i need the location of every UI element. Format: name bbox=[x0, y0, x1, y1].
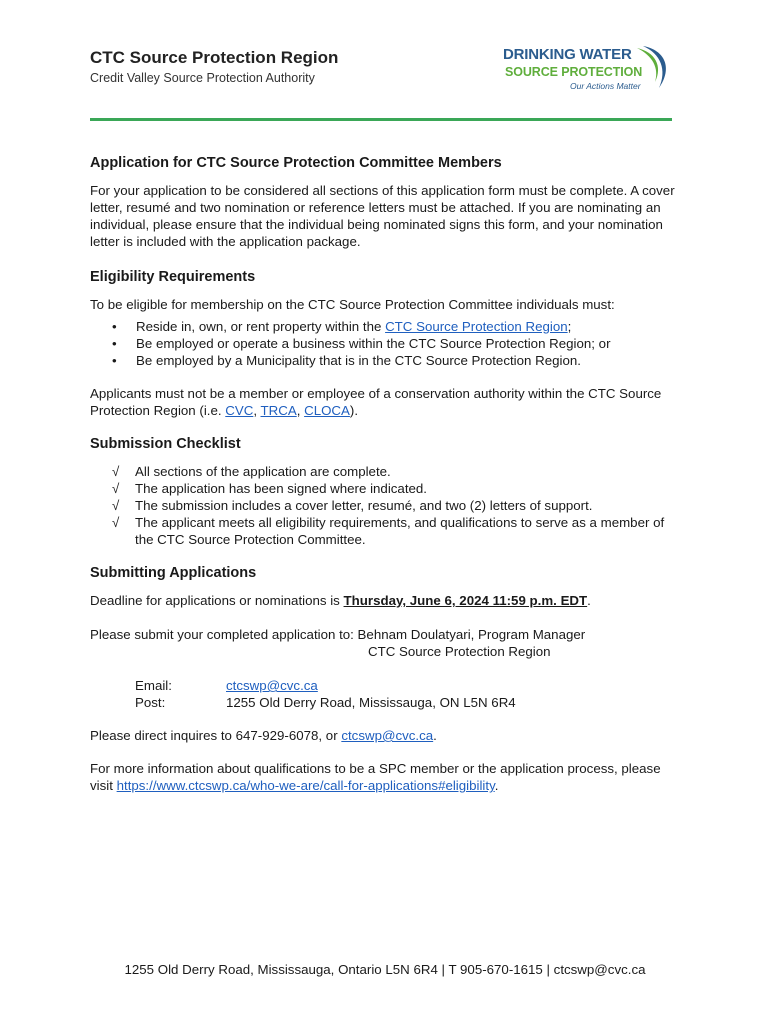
region-title: CTC Source Protection Region bbox=[90, 48, 339, 67]
email-row bbox=[135, 677, 680, 694]
checkmark-icon: √ bbox=[112, 481, 120, 496]
list-item bbox=[90, 335, 680, 352]
checklist-section bbox=[90, 436, 680, 548]
list-item bbox=[90, 514, 680, 548]
list-item bbox=[90, 480, 680, 497]
deadline-line bbox=[90, 592, 680, 609]
item-text: Be employed by a Municipality that is in the CTC Source Protection Region. bbox=[136, 353, 581, 368]
inquire-line bbox=[90, 727, 680, 744]
logo-tagline: Our Actions Matter bbox=[570, 81, 641, 91]
checkmark-icon: √ bbox=[112, 515, 120, 530]
application-intro: For your application to be considered all sections of this application form must be complete. A cover letter, resumé and two nomination or reference letters must be attached. If you are nominating an individual, please ensure that the individual being nominated signs this form, and your nomination letter is included with the application package. bbox=[90, 183, 675, 249]
bullet-icon: • bbox=[112, 353, 117, 368]
checklist-item-text: All sections of the application are complete. bbox=[135, 464, 391, 479]
submit-to-block bbox=[90, 626, 680, 660]
checklist-item-text: The applicant meets all eligibility requirements, and qualifications to serve as a member of the CTC Source Protection Committee. bbox=[135, 515, 665, 547]
cloca-link[interactable]: CLOCA bbox=[304, 403, 350, 418]
eligibility-lead: To be eligible for membership on the CTC Source Protection Committee individuals must: bbox=[90, 297, 615, 312]
note-sep: , bbox=[253, 403, 261, 418]
submitting-heading: Submitting Applications bbox=[90, 565, 257, 581]
post-label: Post: bbox=[135, 695, 166, 710]
bullet-icon: • bbox=[112, 336, 117, 351]
checklist-item-text: The submission includes a cover letter, resumé, and two (2) letters of support. bbox=[135, 498, 593, 513]
email-label: Email: bbox=[135, 678, 172, 693]
bullet-icon: • bbox=[112, 319, 117, 334]
more-info-text: . bbox=[494, 778, 499, 793]
eligibility-url-link[interactable]: https://www.ctcswp.ca/who-we-are/call-for-applications#eligibility bbox=[116, 778, 495, 793]
checkmark-icon: √ bbox=[112, 498, 120, 513]
item-text: Be employed or operate a business within the CTC Source Protection Region; or bbox=[136, 336, 611, 351]
header-divider bbox=[90, 118, 672, 121]
ctc-region-link[interactable]: CTC Source Protection Region bbox=[385, 319, 568, 334]
contact-block bbox=[90, 677, 680, 711]
item-text: Reside in, own, or rent property within the bbox=[136, 319, 386, 334]
authority-subtitle: Credit Valley Source Protection Authority bbox=[90, 71, 315, 85]
item-text: ; bbox=[567, 319, 572, 334]
logo-swoosh-icon bbox=[635, 44, 675, 90]
email-link[interactable]: ctcswp@cvc.ca bbox=[226, 678, 318, 693]
more-info-line bbox=[90, 760, 680, 794]
checkmark-icon: √ bbox=[112, 464, 120, 479]
list-item bbox=[90, 497, 680, 514]
trca-link[interactable]: TRCA bbox=[260, 403, 297, 418]
more-info-text: For more information about qualifications to be a SPC member or the application process, please visit bbox=[90, 761, 661, 793]
eligibility-note bbox=[90, 385, 680, 419]
deadline-text: . bbox=[587, 593, 591, 608]
post-address: 1255 Old Derry Road, Mississauga, ON L5N 6R4 bbox=[226, 695, 516, 710]
list-item bbox=[90, 352, 680, 369]
list-item bbox=[90, 463, 680, 480]
submitting-section bbox=[90, 565, 680, 794]
inquire-email-link[interactable]: ctcswp@cvc.ca bbox=[341, 728, 434, 743]
cvc-link[interactable]: CVC bbox=[225, 403, 254, 418]
page-footer: 1255 Old Derry Road, Mississauga, Ontario L5N 6R4 | T 905-670-1615 | ctcswp@cvc.ca bbox=[124, 962, 646, 977]
eligibility-section bbox=[90, 269, 680, 419]
post-row bbox=[135, 694, 680, 711]
logo-line2: SOURCE PROTECTION bbox=[505, 65, 643, 79]
checklist-item-text: The application has been signed where indicated. bbox=[135, 481, 427, 496]
list-item bbox=[90, 318, 680, 335]
eligibility-heading: Eligibility Requirements bbox=[90, 269, 256, 285]
logo-line1: DRINKING WATER bbox=[503, 46, 632, 63]
checklist bbox=[90, 463, 680, 548]
submit-to-region: CTC Source Protection Region bbox=[368, 644, 551, 659]
application-heading: Application for CTC Source Protection Committee Members bbox=[90, 155, 502, 171]
eligibility-list bbox=[90, 318, 680, 369]
inquire-text: Please direct inquires to 647-929-6078, or bbox=[90, 728, 342, 743]
checklist-heading: Submission Checklist bbox=[90, 436, 241, 452]
drinking-water-logo bbox=[503, 44, 675, 94]
document-body bbox=[90, 155, 680, 794]
submit-to-line: Please submit your completed application to: Behnam Doulatyari, Program Manager bbox=[90, 627, 586, 642]
inquire-text: . bbox=[433, 728, 437, 743]
note-text: Applicants must not be a member or employee of a conservation authority within the CTC Source Protection Region (i.e. bbox=[90, 386, 662, 418]
note-text: ). bbox=[349, 403, 359, 418]
deadline-date: Thursday, June 6, 2024 11:59 p.m. EDT bbox=[343, 593, 588, 608]
deadline-text: Deadline for applications or nominations is bbox=[90, 593, 344, 608]
note-sep: , bbox=[296, 403, 305, 418]
